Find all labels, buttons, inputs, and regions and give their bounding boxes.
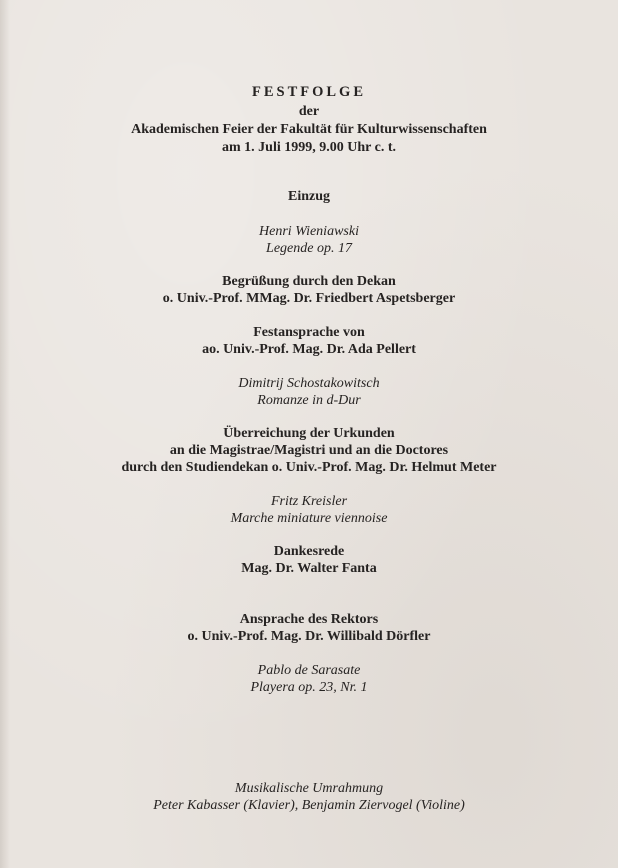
footer-label: Musikalische Umrahmung bbox=[234, 781, 384, 796]
rector-person: o. Univ.-Prof. Mag. Dr. Willibald Dörfler bbox=[187, 629, 431, 644]
rector-title: Ansprache des Rektors bbox=[239, 612, 379, 627]
music4-piece: Playera op. 23, Nr. 1 bbox=[250, 680, 368, 695]
program-title: FESTFOLGE bbox=[251, 84, 367, 100]
music3-composer: Fritz Kreisler bbox=[270, 494, 348, 509]
music4-composer: Pablo de Sarasate bbox=[257, 663, 361, 678]
music1-composer: Henri Wieniawski bbox=[259, 224, 359, 239]
award-line-3: durch den Studiendekan o. Univ.-Prof. Mag. Dr. Helmut Meter bbox=[121, 460, 497, 475]
music3-piece: Marche miniature viennoise bbox=[230, 511, 388, 526]
event-name: Akademischen Feier der Fakultät für Kulturwissenschaften bbox=[131, 122, 487, 137]
greeting-title: Begrüßung durch den Dekan bbox=[222, 274, 396, 289]
footer-performers: Peter Kabasser (Klavier), Benjamin Ziervogel (Violine) bbox=[153, 798, 465, 813]
thanks-title: Dankesrede bbox=[273, 544, 345, 559]
item-einzug: Einzug bbox=[287, 189, 330, 204]
event-date: am 1. Juli 1999, 9.00 Uhr c. t. bbox=[222, 140, 396, 155]
speech-title: Festansprache von bbox=[253, 325, 365, 340]
music1-piece: Legende op. 17 bbox=[266, 241, 352, 256]
music2-composer: Dimitrij Schostakowitsch bbox=[238, 376, 380, 391]
title-der: der bbox=[298, 104, 320, 119]
award-line-1: Überreichung der Urkunden bbox=[223, 426, 395, 441]
thanks-person: Mag. Dr. Walter Fanta bbox=[241, 561, 377, 576]
award-line-2: an die Magistrae/Magistri und an die Doctores bbox=[169, 443, 449, 458]
music2-piece: Romanze in d-Dur bbox=[257, 393, 361, 408]
speech-person: ao. Univ.-Prof. Mag. Dr. Ada Pellert bbox=[202, 342, 416, 357]
greeting-person: o. Univ.-Prof. MMag. Dr. Friedbert Aspetsberger bbox=[162, 291, 456, 306]
